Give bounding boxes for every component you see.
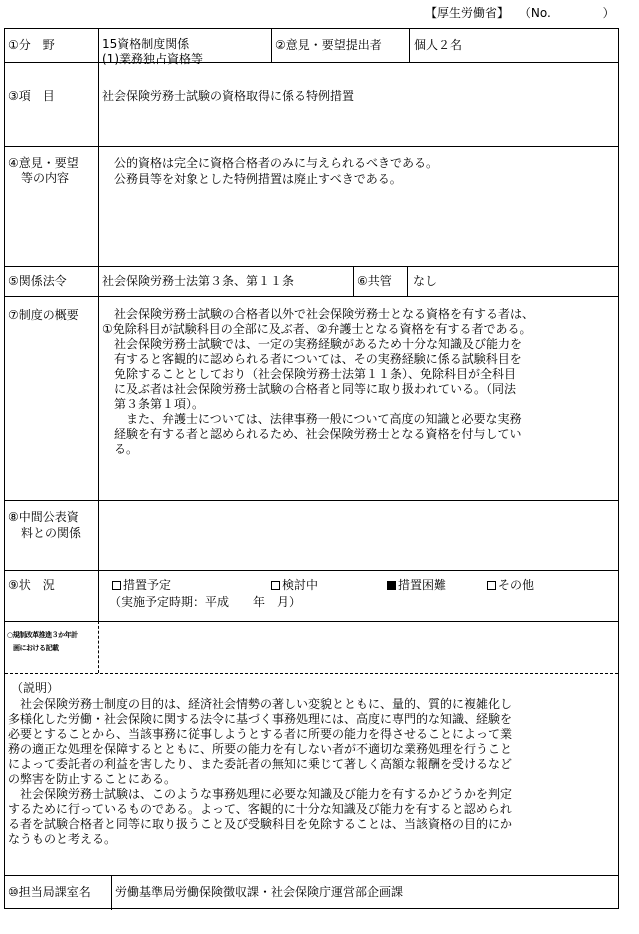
overview-line: 経験を有する者と認められるため、社会保険労務士となる資格を付与してい <box>102 427 522 441</box>
status-option-considering[interactable] <box>271 578 318 593</box>
explanation-line: の弊害を防止することにある。 <box>8 772 177 786</box>
number-close: ） <box>602 6 615 20</box>
request-line2: 公務員等を対象とした特例措置は廃止すべきである。 <box>102 172 402 186</box>
implementation-schedule: （実施予定時期：平成 年 月） <box>109 595 302 609</box>
related-law-label: ⑤関係法令 <box>8 274 67 288</box>
checkbox-empty-icon <box>271 581 280 590</box>
explanation-text <box>8 697 616 847</box>
submitter-label: ②意見・要望提出者 <box>275 38 382 52</box>
overview-line: 有すると客観的に認められる者については、その実務経験に係る試験科目を <box>102 352 522 366</box>
option-label: 措置予定 <box>123 578 172 592</box>
system-overview-label: ⑦制度の概要 <box>8 308 79 322</box>
status-option-planned[interactable] <box>112 578 171 593</box>
responsible-office-label: ⑩担当局課室名 <box>8 885 91 899</box>
item-label: ③項 目 <box>8 89 55 103</box>
field-value-line1: 15資格制度関係 <box>102 37 190 51</box>
field-label: ①分 野 <box>8 38 55 52</box>
status-option-other[interactable] <box>487 578 534 593</box>
option-label: 検討中 <box>282 578 319 592</box>
checkbox-filled-icon <box>387 581 396 590</box>
jurisdiction-label: ⑥共管 <box>357 274 392 288</box>
status-option-difficult[interactable] <box>387 578 446 593</box>
responsible-office-value: 労働基準局労働保険徴収課・社会保険庁運営部企画課 <box>115 885 404 899</box>
interim-report-label-line2: 料との関係 <box>21 526 82 540</box>
status-label: ⑨状 況 <box>8 578 55 592</box>
item-value: 社会保険労務士試験の資格取得に係る特例措置 <box>102 89 355 103</box>
explanation-line: 必要とすることから、当該事務に従事しようとする者に所要の能力を得させることによって業 <box>8 727 513 741</box>
explanation-line: る者を試験合格者と同等に取り扱うこと及び受験科目を免除することは、当該資格の目的にか <box>8 817 513 831</box>
option-label: その他 <box>498 578 535 592</box>
overview-line: また、弁護士については、法律事務一般について高度の知識と必要な実務 <box>102 412 522 426</box>
related-law-value: 社会保険労務士法第３条、第１１条 <box>102 274 295 288</box>
interim-report-label-line1: ⑧中間公表資 <box>8 510 79 524</box>
explanation-line: するために行っているものである。よって、客観的に十分な知識及び能力を有すると認められ <box>8 802 512 816</box>
overview-line: 免除することとしており（社会保険労務士法第１１条）、免除科目が全科目 <box>102 367 517 381</box>
checkbox-empty-icon <box>112 581 121 590</box>
submitter-value: 個人２名 <box>414 38 463 52</box>
checkbox-empty-icon <box>487 581 496 590</box>
overview-line: 第３条第１項）。 <box>102 397 205 411</box>
overview-line: に及ぶ者は社会保険労務士試験の合格者と同等に取り扱われている。（同法 <box>102 382 517 396</box>
field-value-line2: (1)業務独占資格等 <box>102 52 203 66</box>
number-label: （No. <box>518 6 551 20</box>
request-label-line1: ④意見・要望 <box>8 156 79 170</box>
system-overview-text <box>102 307 614 457</box>
explanation-line: 社会保険労務士試験は、このような事務処理に必要な知識及び能力を有するかどうかを判定 <box>8 787 513 801</box>
explanation-heading: （説明） <box>11 681 60 695</box>
explanation-line: によって委託者の利益を害したり、また委託者の無知に乗じて著しく高額な報酬を受けるなど <box>8 757 513 771</box>
explanation-line: 社会保険労務士制度の目的は、経済社会情勢の著しい変貌とともに、量的、質的に複雑化し <box>8 697 513 711</box>
overview-line: 社会保険労務士試験では、一定の実務経験があるため十分な知識及び能力を <box>102 337 523 351</box>
overview-line: ①免除科目が試験科目の全部に及ぶ者、②弁護士となる資格を有する者である。 <box>102 322 532 336</box>
reform-plan-label-line2: 画における記載 <box>13 644 59 652</box>
explanation-line: なうものと考える。 <box>8 832 117 846</box>
explanation-line: 務の適正な処理を保障するとともに、所要の能力を有しない者が不適切な業務処理を行うこと <box>8 742 513 756</box>
option-label: 措置困難 <box>398 578 447 592</box>
ministry-label: 【厚生労働省】 <box>425 6 510 20</box>
document-header <box>425 4 615 21</box>
explanation-line: 多様化した労働・社会保険に関する法令に基づく事務処理には、高度に専門的な知識、経験を <box>8 712 513 726</box>
overview-line: 社会保険労務士試験の合格者以外で社会保険労務士となる資格を有する者は、 <box>102 307 535 321</box>
opinion-form <box>4 28 619 909</box>
overview-line: る。 <box>102 442 139 456</box>
reform-plan-label-line1: ○規制改革推進３か年計 <box>7 631 78 639</box>
request-line1: 公的資格は完全に資格合格者のみに与えられるべきである。 <box>102 156 439 170</box>
request-label-line2: 等の内容 <box>21 171 70 185</box>
jurisdiction-value: なし <box>413 274 438 288</box>
